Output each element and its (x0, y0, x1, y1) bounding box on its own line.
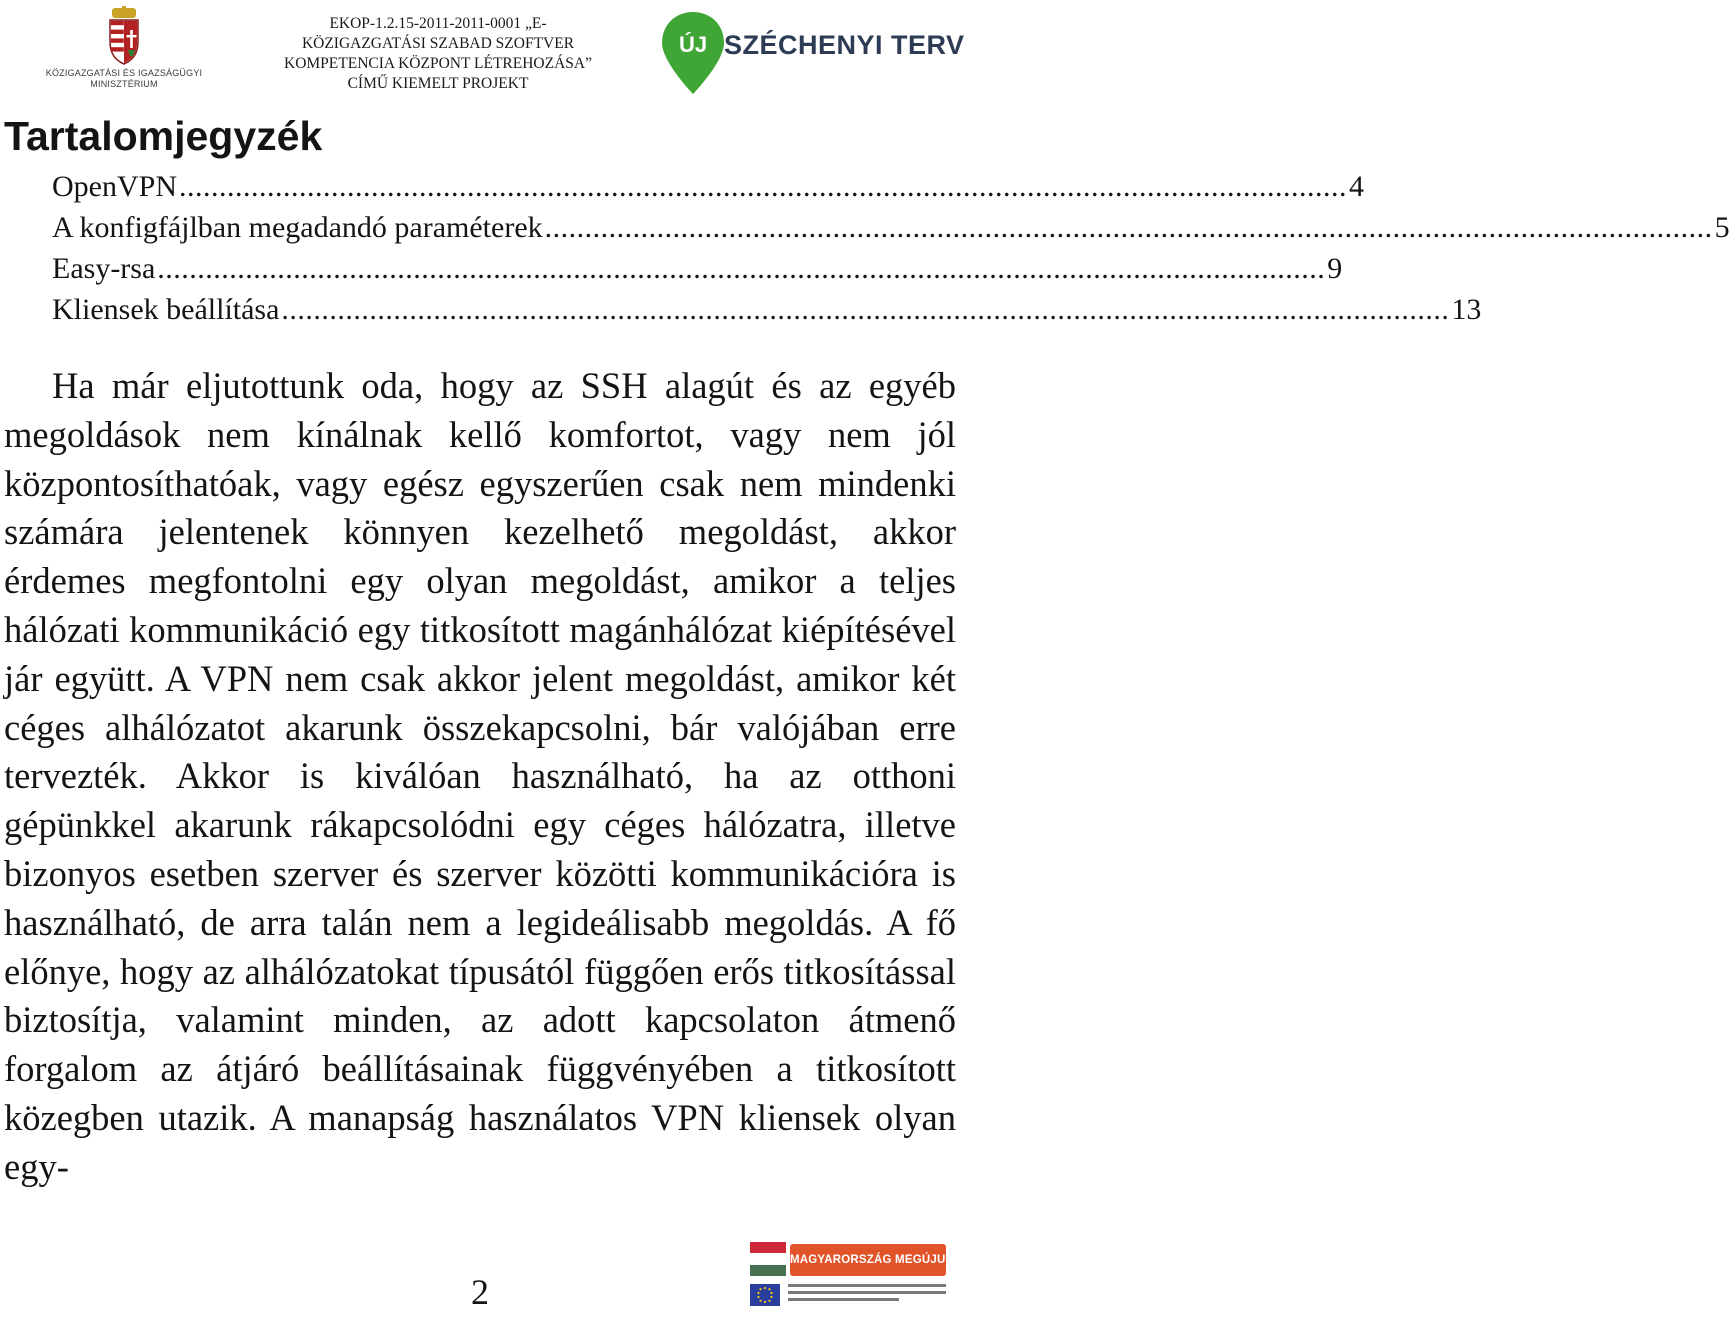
toc-entry-easy-rsa[interactable] (52, 248, 1343, 289)
hungarian-coat-of-arms-icon (107, 8, 141, 66)
toc-entry-page: 13 (1451, 293, 1482, 326)
toc-leader-dots: .................................................................................................................................................. (544, 211, 1713, 244)
toc-entry-label: Easy-rsa (52, 252, 156, 285)
logo-uj-text: ÚJ (678, 32, 708, 57)
toc-entry-openvpn[interactable] (52, 166, 1364, 207)
project-title-line: KOMPETENCIA KÖZPONT LÉTREHOZÁSA” (284, 55, 592, 72)
toc-entry-label: OpenVPN (52, 170, 177, 203)
ministry-name-line2: MINISZTÉRIUM (90, 79, 158, 89)
toc-leader-dots: .................................................................................................................................................. (281, 293, 1450, 326)
toc-heading: Tartalomjegyzék (4, 113, 323, 159)
project-title (258, 14, 618, 94)
page-number: 2 (471, 1272, 489, 1312)
project-title-line: KÖZIGAZGATÁSI SZABAD SZOFTVER (301, 35, 575, 52)
body-paragraph: Ha már eljutottunk oda, hogy az SSH alagút és az egyéb megoldások nem kínálnak kellő komfortot, vagy nem jól központosíthatóak, vagy egész egyszerűen csak nem mindenki számára jelentenek könnyen kezelhető megoldást, akkor érdemes megfontolni egy olyan megoldást, amikor a teljes hálózati kommunikáció egy titkosított magánhálózat kiépítésével jár együtt. A VPN nem csak akkor jelent megoldást, amikor két céges alhálózatot akarunk összekapcsolni, bár valójában erre tervezték. Akkor is kiválóan használható, ha az otthoni gépünkkel akarunk rákapcsolódni egy céges hálózatra, illetve bizonyos esetben szerver és szerver közötti kommunikációra is használható, de arra talán nem a legideálisabb megoldás. A fő előnye, hogy az alhálózatokat típusától függően erős titkosítással biztosítja, valamint minden, az adott kapcsolaton átmenő forgalom az átjáró beállításainak függvényében a titkosított közegben utazik. A manapság használatos VPN kliensek olyan egy- (4, 365, 956, 1187)
toc-entry-label: A konfigfájlban megadandó paraméterek (52, 211, 543, 244)
ministry-name-line1: KÖZIGAZGATÁSI ÉS IGAZSÁGÜGYI (45, 68, 203, 78)
toc-entry-page: 5 (1714, 211, 1730, 244)
toc-entry-client-settings[interactable] (52, 289, 1482, 330)
szechenyi-terv-logo (660, 10, 965, 96)
table-of-contents (52, 166, 1730, 330)
project-title-line: EKOP-1.2.15-2011-2011-0001 „E- (329, 15, 547, 32)
toc-leader-dots: .................................................................................................................................................. (157, 252, 1326, 285)
toc-leader-dots: .................................................................................................................................................. (179, 170, 1347, 203)
magyarorszag-megujul-logo (748, 1240, 953, 1316)
ministry-logo (24, 8, 224, 96)
project-title-line: CÍMŰ KIEMELT PROJEKT (347, 75, 529, 92)
page-header (0, 0, 965, 100)
footer-banner-text: MAGYARORSZÁG MEGÚJUL (790, 1244, 946, 1276)
eu-funding-note (788, 1284, 946, 1310)
hungarian-flag-icon (750, 1242, 786, 1276)
toc-entry-config-parameters[interactable] (52, 207, 1730, 248)
toc-entry-page: 9 (1327, 252, 1343, 285)
eu-flag-icon (750, 1284, 780, 1306)
logo-name-text: SZÉCHENYI TERV (724, 30, 965, 60)
toc-entry-label: Kliensek beállítása (52, 293, 280, 326)
toc-entry-page: 4 (1349, 170, 1364, 203)
